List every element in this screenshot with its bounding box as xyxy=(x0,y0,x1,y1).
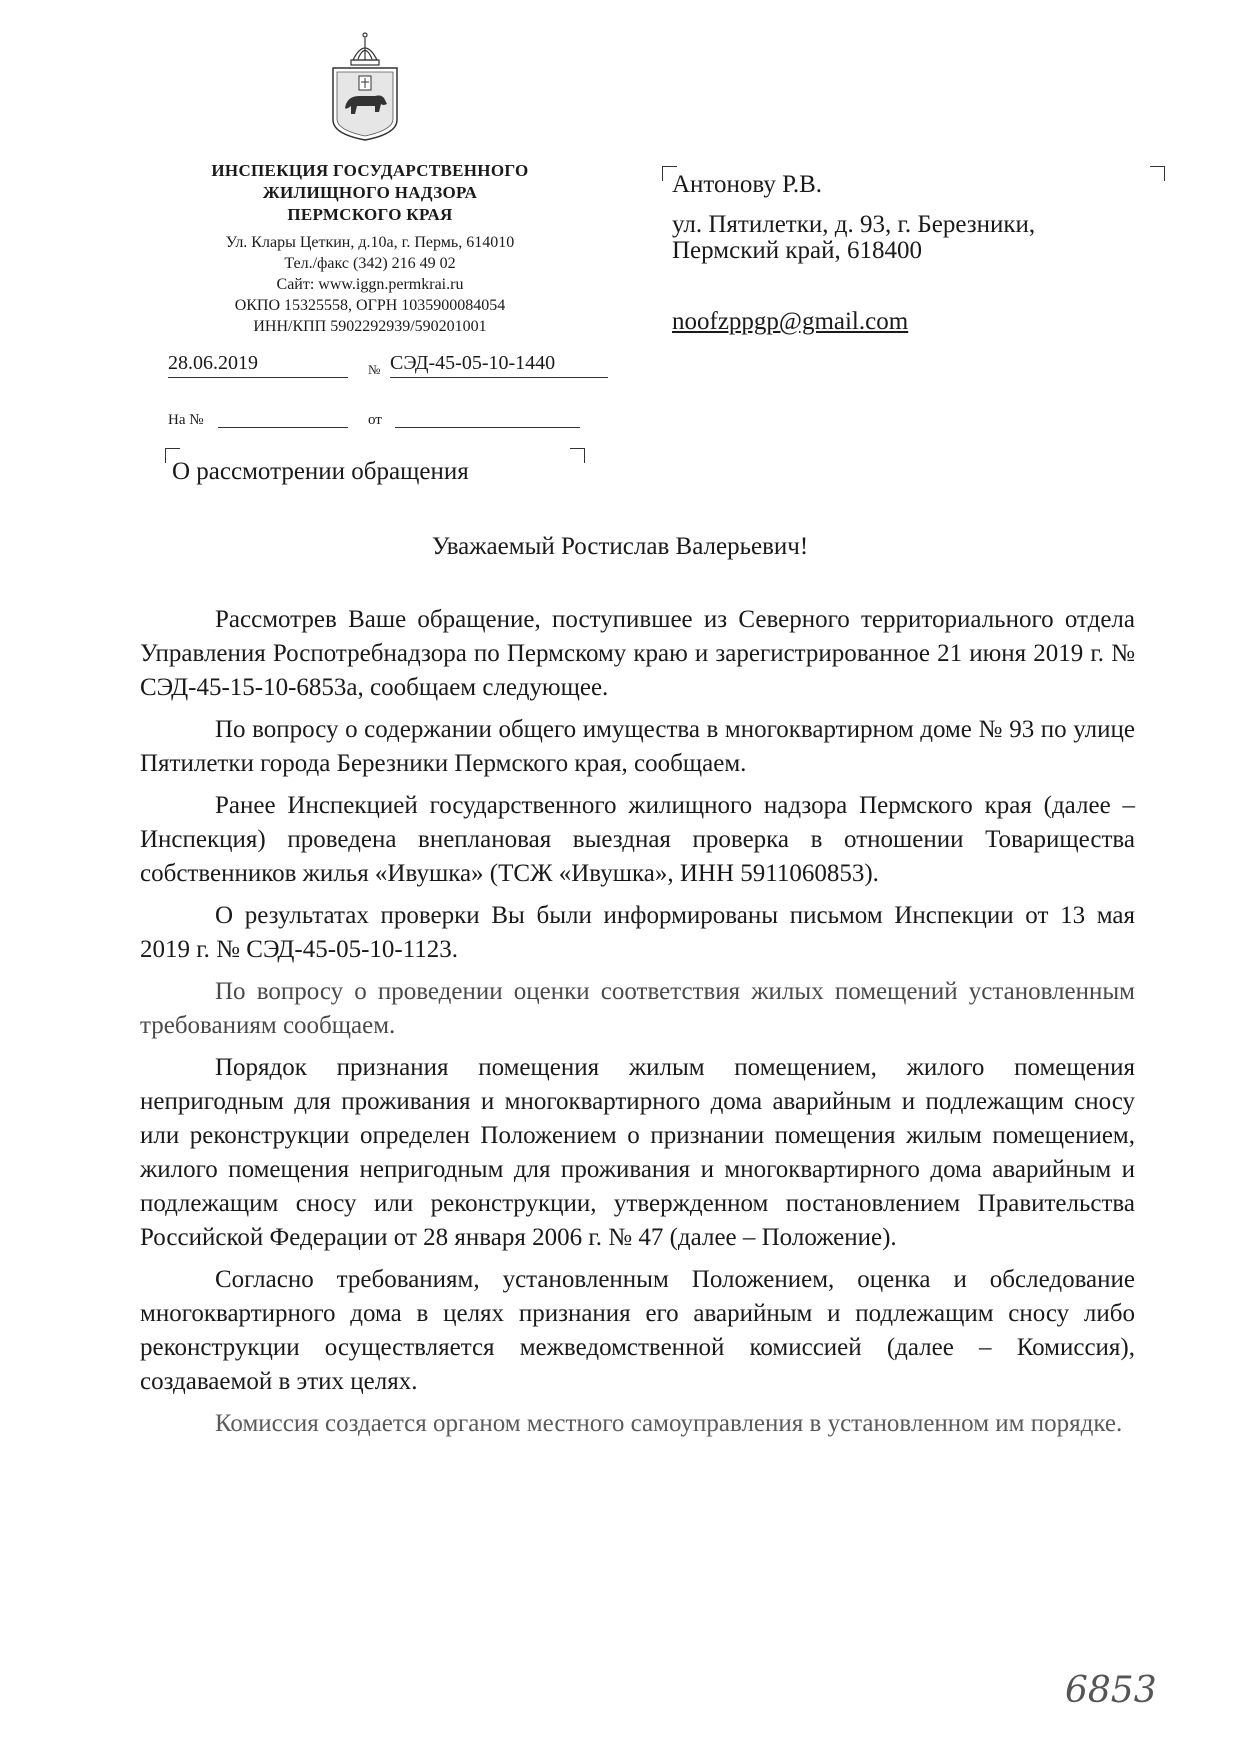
registration-date: 28.06.2019 xyxy=(168,352,348,378)
body-paragraph: О результатах проверки Вы были информированы письмом Инспекции от 13 мая 2019 г. № СЭД-45-05-10-1123. xyxy=(140,902,1135,963)
on-number-blank xyxy=(218,427,348,428)
recipient-corner-right xyxy=(1150,166,1165,181)
from-blank xyxy=(395,427,580,428)
body-paragraph: По вопросу о проведении оценки соответствия жилых помещений установленным требованиям сообщаем. xyxy=(140,978,1135,1039)
recipient-name: Антонову Р.В. xyxy=(672,171,823,198)
on-number-label: На № xyxy=(168,412,204,428)
greeting: Уважаемый Ростислав Валерьевич! xyxy=(431,533,809,560)
recipient-email: noofzppgp@gmail.com xyxy=(672,308,909,335)
letter-body xyxy=(140,603,1135,1449)
address-line: Ул. Клары Цеткин, д.10а, г. Пермь, 614010 xyxy=(225,234,515,251)
registration-number-label: № xyxy=(368,362,381,377)
body-paragraph: Рассмотрев Ваше обращение, поступившее из Северного территориального отдела Управления Роспотребнадзора по Пермскому краю и зарегистрированное 21 июня 2019 г. № СЭД-45-15-10-6853а, сообщаем следующее. xyxy=(140,606,1135,701)
website-line: Сайт: www.iggn.permkrai.ru xyxy=(276,276,464,293)
subject-corner-right xyxy=(570,448,585,463)
letter-subject: О рассмотрении обращения xyxy=(172,458,469,485)
recipient-address-line1: ул. Пятилетки, д. 93, г. Березники, xyxy=(672,211,1036,238)
handwritten-note: 6853 xyxy=(1065,1670,1157,1711)
phone-line: Тел./факс (342) 216 49 02 xyxy=(284,255,456,272)
organization-contacts xyxy=(150,232,590,337)
inn-kpp-line: ИНН/КПП 5902292939/590201001 xyxy=(253,318,487,335)
body-paragraph: Комиссия создается органом местного самоуправления в установленном им порядке. xyxy=(215,1410,1123,1437)
organization-name xyxy=(150,160,590,226)
from-label: от xyxy=(368,412,382,428)
body-paragraph: Порядок признания помещения жилым помещением, жилого помещения непригодным для проживания и многоквартирного дома аварийным и подлежащим сносу или реконструкции определен Положением о признании помещения жилым помещением, жилого помещения непригодным для проживания и многоквартирного дома аварийным и подлежащим сносу или реконструкции, утвержденном постановлением Правительства Российской Федерации от 28 января 2006 г. № 47 (далее – Положение). xyxy=(140,1054,1135,1251)
org-line: ЖИЛИЩНОГО НАДЗОРА xyxy=(262,183,478,202)
org-line: ИНСПЕКЦИЯ ГОСУДАРСТВЕННОГО xyxy=(211,161,529,180)
org-line: ПЕРМСКОГО КРАЯ xyxy=(287,205,453,224)
body-paragraph: Согласно требованиям, установленным Положением, оценка и обследование многоквартирного дома в целях признания его аварийным и подлежащим сносу либо реконструкции осуществляется межведомственной комиссией (далее – Комиссия), создаваемой в этих целях. xyxy=(140,1266,1135,1395)
okpo-ogrn-line: ОКПО 15325558, ОГРН 1035900084054 xyxy=(234,297,506,314)
body-paragraph: По вопросу о содержании общего имущества в многоквартирном доме № 93 по улице Пятилетки города Березники Пермского края, сообщаем. xyxy=(140,716,1135,777)
recipient-address-line2: Пермский край, 618400 xyxy=(672,237,922,264)
coat-of-arms-icon xyxy=(325,30,405,142)
registration-number: СЭД-45-05-10-1440 xyxy=(390,352,608,378)
body-paragraph: Ранее Инспекцией государственного жилищного надзора Пермского края (далее – Инспекция) проведена внеплановая выездная проверка в отношении Товарищества собственников жилья «Ивушка» (ТСЖ «Ивушка», ИНН 5911060853). xyxy=(140,792,1135,887)
